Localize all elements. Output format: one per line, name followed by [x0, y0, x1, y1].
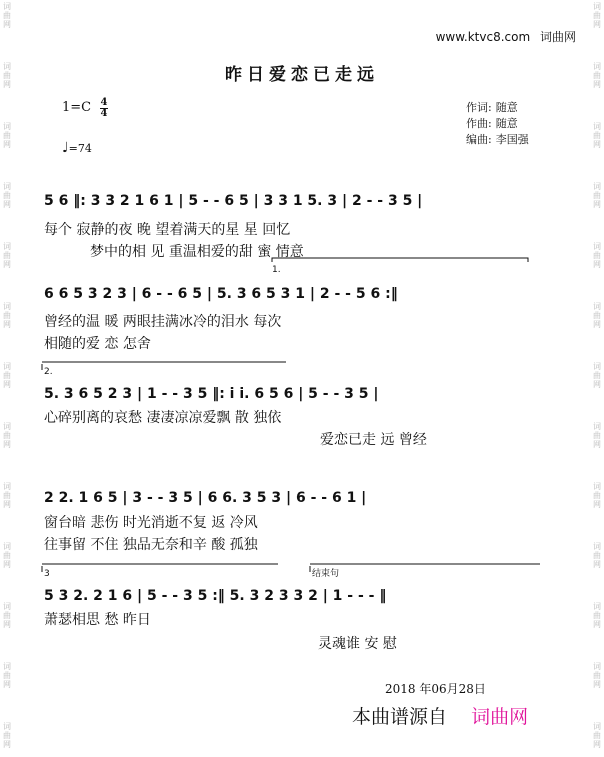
lyric-line-5a: 萧瑟相思 愁 昨日 [44, 612, 151, 628]
watermark-text: 词曲网 [3, 182, 11, 209]
song-title: 昨日爱恋已走远 [225, 65, 379, 85]
watermark-text: 词曲网 [593, 542, 601, 569]
site-url-link[interactable]: www.ktvc8.com [435, 30, 531, 44]
watermark-text: 词曲网 [3, 482, 11, 509]
lyric-line-2b: 相随的爱 恋 怎舍 [44, 336, 151, 352]
quarter-note-icon: ♩ [62, 140, 69, 156]
source-brand-link[interactable]: 词曲网 [471, 706, 529, 728]
watermark-text: 词曲网 [593, 62, 601, 89]
credit-label: 作曲: [466, 117, 492, 130]
credits [466, 100, 529, 148]
publish-date: 2018 年06月28日 [385, 682, 486, 696]
volta-bracket-1 [272, 258, 528, 262]
ending-label: 结束句 [312, 569, 340, 579]
watermark-text: 词曲网 [3, 542, 11, 569]
lyric-line-5b: 灵魂谁 安 慰 [318, 636, 397, 652]
right-watermark-strip [590, 0, 604, 757]
watermark-text: 词曲网 [3, 242, 11, 269]
credit-label: 作词: [466, 101, 492, 114]
watermark-text: 词曲网 [3, 302, 11, 329]
credit-label: 编曲: [466, 133, 492, 146]
notation-line-5: 5 3 2. 2 1 6 | 5 - - 3 5 :‖ 5. 3 2 3 3 2 | 1 - - - ‖ [44, 588, 387, 604]
notation-line-1: 5 6 ‖: 3 3 2 1 6 1 | 5 - - 6 5 | 3 3 1 5. 3 | 2 - - 3 5 | [44, 193, 423, 209]
credit-value: 随意 [495, 117, 518, 130]
lyric-line-1a: 每个 寂静的夜 晚 望着满天的星 星 回忆 [44, 222, 291, 238]
watermark-text: 词曲网 [3, 62, 11, 89]
lyric-line-1b: 梦中的相 见 重温相爱的甜 蜜 情意 [90, 244, 304, 260]
lyric-line-3a: 心碎别离的哀愁 凄凄凉凉爱飘 散 独依 [44, 410, 282, 426]
watermark-text: 词曲网 [3, 602, 11, 629]
tempo-marking [62, 140, 92, 156]
watermark-text: 词曲网 [593, 242, 601, 269]
watermark-text: 词曲网 [3, 662, 11, 689]
meter-bottom: 4 [100, 108, 108, 119]
left-watermark-strip [0, 0, 14, 757]
watermark-text: 词曲网 [593, 482, 601, 509]
watermark-text: 词曲网 [593, 602, 601, 629]
watermark-text: 词曲网 [593, 182, 601, 209]
watermark-text: 词曲网 [3, 362, 11, 389]
source-text: 本曲谱源自 [352, 706, 448, 728]
credit-arranger [466, 132, 529, 148]
watermark-text: 词曲网 [593, 422, 601, 449]
credit-lyricist [466, 100, 529, 116]
volta-label-3: 3 [44, 569, 50, 579]
watermark-text: 词曲网 [3, 122, 11, 149]
source-footer [352, 702, 528, 729]
site-brand: 词曲网 [539, 30, 576, 44]
site-header [436, 28, 576, 45]
lyric-line-4b: 往事留 不住 独品无奈和辛 酸 孤独 [44, 537, 258, 553]
watermark-text: 词曲网 [593, 662, 601, 689]
lyric-line-3b: 爱恋已走 远 曾经 [320, 432, 427, 448]
watermark-text: 词曲网 [593, 302, 601, 329]
volta-label-1: 1. [272, 265, 281, 275]
key-signature: 1=C [62, 100, 92, 115]
volta-label-2: 2. [44, 367, 53, 377]
credit-value: 李国强 [495, 133, 529, 146]
notation-line-2: 6 6 5 3 2 3 | 6 - - 6 5 | 5. 3 6 5 3 1 | 2 - - 5 6 :‖ [44, 286, 398, 302]
time-signature [100, 98, 108, 119]
watermark-text: 词曲网 [593, 362, 601, 389]
watermark-text: 词曲网 [593, 722, 601, 749]
notation-line-3: 5. 3 6 5 2 3 | 1 - - 3 5 ‖: i i. 6 5 6 | 5 - - 3 5 | [44, 386, 379, 402]
meter-top: 4 [100, 97, 108, 108]
lyric-line-4a: 窗台暗 悲伤 时光消逝不复 返 冷风 [44, 515, 258, 531]
notation-line-4: 2 2. 1 6 5 | 3 - - 3 5 | 6 6. 3 5 3 | 6 - - 6 1 | [44, 490, 367, 506]
lyric-line-2a: 曾经的温 暖 两眼挂满冰冷的泪水 每次 [44, 314, 282, 330]
watermark-text: 词曲网 [3, 422, 11, 449]
watermark-text: 词曲网 [3, 2, 11, 29]
watermark-text: 词曲网 [593, 2, 601, 29]
credit-value: 随意 [495, 101, 518, 114]
credit-composer [466, 116, 529, 132]
tempo-value: =74 [68, 142, 92, 155]
watermark-text: 词曲网 [593, 122, 601, 149]
watermark-text: 词曲网 [3, 722, 11, 749]
